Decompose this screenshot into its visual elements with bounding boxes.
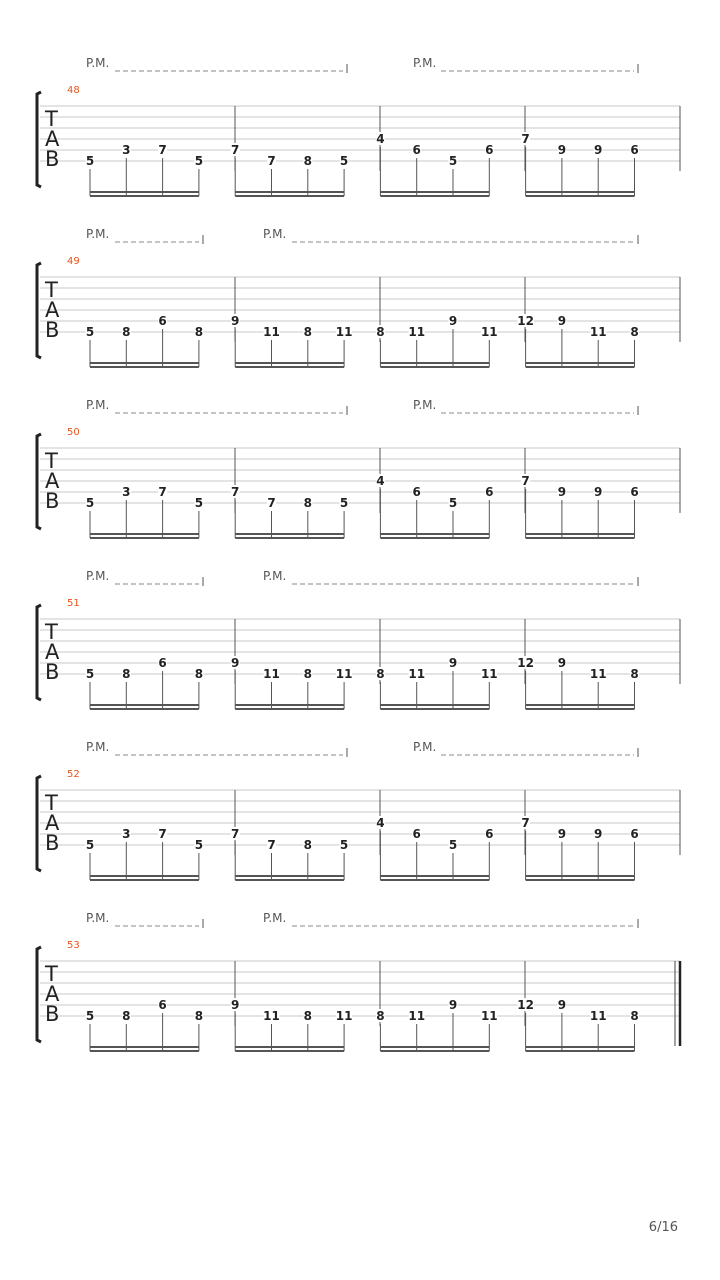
fret-number: 7 (267, 496, 276, 510)
fret-number: 11 (589, 1009, 607, 1023)
fret-number: 5 (194, 154, 204, 168)
fret-number: 8 (303, 325, 312, 339)
tab-clef-letter: T (45, 449, 58, 473)
tab-clef-letter: T (45, 962, 58, 986)
tab-clef-letter: T (45, 791, 58, 815)
fret-number: 6 (485, 485, 494, 499)
fret-number: 11 (480, 667, 498, 681)
fret-number: 9 (448, 314, 458, 328)
fret-number: 11 (335, 667, 353, 681)
tab-clef-letter: B (45, 1002, 60, 1026)
fret-number: 6 (630, 143, 639, 157)
fret-number: 12 (517, 656, 534, 670)
fret-number: 8 (194, 325, 204, 339)
fret-number: 7 (521, 816, 530, 830)
fret-number: 7 (158, 143, 167, 157)
fret-number: 5 (85, 325, 95, 339)
measure-number: 50 (67, 427, 80, 438)
fret-number: 5 (448, 496, 458, 510)
fret-number: 8 (630, 667, 639, 681)
fret-number: 11 (408, 667, 426, 681)
tab-clef-letter: B (45, 318, 60, 342)
fret-number: 8 (303, 154, 312, 168)
fret-number: 9 (557, 143, 567, 157)
tab-clef-letter: A (45, 982, 60, 1006)
fret-number: 4 (376, 132, 385, 146)
page-number: 6/16 (648, 1220, 678, 1235)
tab-clef-letter: A (45, 640, 60, 664)
palm-mute-label: P.M. (86, 911, 110, 925)
fret-number: 8 (303, 838, 312, 852)
fret-number: 8 (122, 667, 131, 681)
tab-clef-letter: T (45, 107, 58, 131)
fret-number: 5 (85, 838, 95, 852)
fret-number: 3 (122, 143, 131, 157)
fret-number: 7 (231, 143, 240, 157)
fret-number: 11 (480, 1009, 498, 1023)
fret-number: 9 (231, 314, 240, 328)
fret-number: 8 (194, 1009, 204, 1023)
fret-number: 9 (594, 485, 603, 499)
fret-number: 12 (517, 314, 534, 328)
fret-number: 6 (158, 656, 167, 670)
fret-number: 8 (630, 1009, 639, 1023)
fret-number: 7 (521, 474, 530, 488)
palm-mute-label: P.M. (263, 911, 287, 925)
fret-number: 3 (122, 827, 131, 841)
tab-clef-letter: T (45, 620, 58, 644)
fret-number: 5 (339, 496, 349, 510)
fret-number: 9 (231, 998, 240, 1012)
fret-number: 8 (122, 1009, 131, 1023)
fret-number: 11 (263, 667, 280, 681)
palm-mute-label: P.M. (263, 227, 287, 241)
palm-mute-label: P.M. (86, 227, 110, 241)
fret-number: 7 (521, 132, 530, 146)
fret-number: 11 (408, 1009, 426, 1023)
fret-number: 11 (263, 1009, 280, 1023)
palm-mute-label: P.M. (86, 740, 110, 754)
fret-number: 8 (376, 667, 385, 681)
fret-number: 7 (158, 827, 167, 841)
fret-number: 8 (303, 496, 312, 510)
fret-number: 9 (557, 827, 567, 841)
fret-number: 9 (594, 827, 603, 841)
measure-number: 53 (67, 940, 80, 951)
fret-number: 11 (408, 325, 426, 339)
fret-number: 5 (194, 496, 204, 510)
palm-mute-label: P.M. (86, 569, 110, 583)
fret-number: 4 (376, 474, 385, 488)
fret-number: 6 (158, 998, 167, 1012)
fret-number: 5 (339, 838, 349, 852)
fret-number: 9 (448, 656, 458, 670)
fret-number: 12 (517, 998, 534, 1012)
fret-number: 11 (263, 325, 280, 339)
fret-number: 8 (122, 325, 131, 339)
fret-number: 5 (85, 1009, 95, 1023)
palm-mute-label: P.M. (413, 56, 437, 70)
tab-clef-letter: A (45, 298, 60, 322)
tab-clef-letter: A (45, 469, 60, 493)
fret-number: 9 (557, 485, 567, 499)
tab-clef-letter: T (45, 278, 58, 302)
fret-number: 7 (158, 485, 167, 499)
fret-number: 7 (267, 154, 276, 168)
fret-number: 8 (194, 667, 204, 681)
fret-number: 6 (485, 827, 494, 841)
tab-clef-letter: B (45, 147, 60, 171)
fret-number: 9 (448, 998, 458, 1012)
fret-number: 5 (85, 154, 95, 168)
fret-number: 11 (335, 325, 353, 339)
palm-mute-label: P.M. (86, 56, 110, 70)
measure-number: 49 (67, 256, 80, 267)
fret-number: 7 (267, 838, 276, 852)
fret-number: 11 (480, 325, 498, 339)
fret-number: 7 (231, 827, 240, 841)
fret-number: 4 (376, 816, 385, 830)
tab-clef-letter: B (45, 489, 60, 513)
tab-clef-letter: A (45, 811, 60, 835)
palm-mute-label: P.M. (263, 569, 287, 583)
fret-number: 5 (339, 154, 349, 168)
fret-number: 9 (594, 143, 603, 157)
fret-number: 6 (630, 827, 639, 841)
palm-mute-label: P.M. (413, 398, 437, 412)
fret-number: 6 (412, 827, 421, 841)
fret-number: 8 (303, 667, 312, 681)
fret-number: 9 (557, 656, 567, 670)
fret-number: 9 (557, 998, 567, 1012)
fret-number: 11 (335, 1009, 353, 1023)
fret-number: 6 (630, 485, 639, 499)
fret-number: 5 (85, 667, 95, 681)
fret-number: 6 (158, 314, 167, 328)
measure-number: 52 (67, 769, 80, 780)
fret-number: 8 (376, 1009, 385, 1023)
fret-number: 8 (303, 1009, 312, 1023)
fret-number: 5 (448, 154, 458, 168)
tab-clef-letter: B (45, 660, 60, 684)
fret-number: 5 (85, 496, 95, 510)
palm-mute-label: P.M. (86, 398, 110, 412)
measure-number: 48 (67, 85, 80, 96)
fret-number: 6 (412, 143, 421, 157)
fret-number: 5 (194, 838, 204, 852)
fret-number: 9 (231, 656, 240, 670)
fret-number: 11 (589, 667, 607, 681)
fret-number: 7 (231, 485, 240, 499)
palm-mute-label: P.M. (413, 740, 437, 754)
fret-number: 5 (448, 838, 458, 852)
fret-number: 3 (122, 485, 131, 499)
fret-number: 8 (376, 325, 385, 339)
fret-number: 9 (557, 314, 567, 328)
fret-number: 11 (589, 325, 607, 339)
fret-number: 8 (630, 325, 639, 339)
tab-clef-letter: B (45, 831, 60, 855)
measure-number: 51 (67, 598, 80, 609)
fret-number: 6 (485, 143, 494, 157)
tab-clef-letter: A (45, 127, 60, 151)
fret-number: 6 (412, 485, 421, 499)
